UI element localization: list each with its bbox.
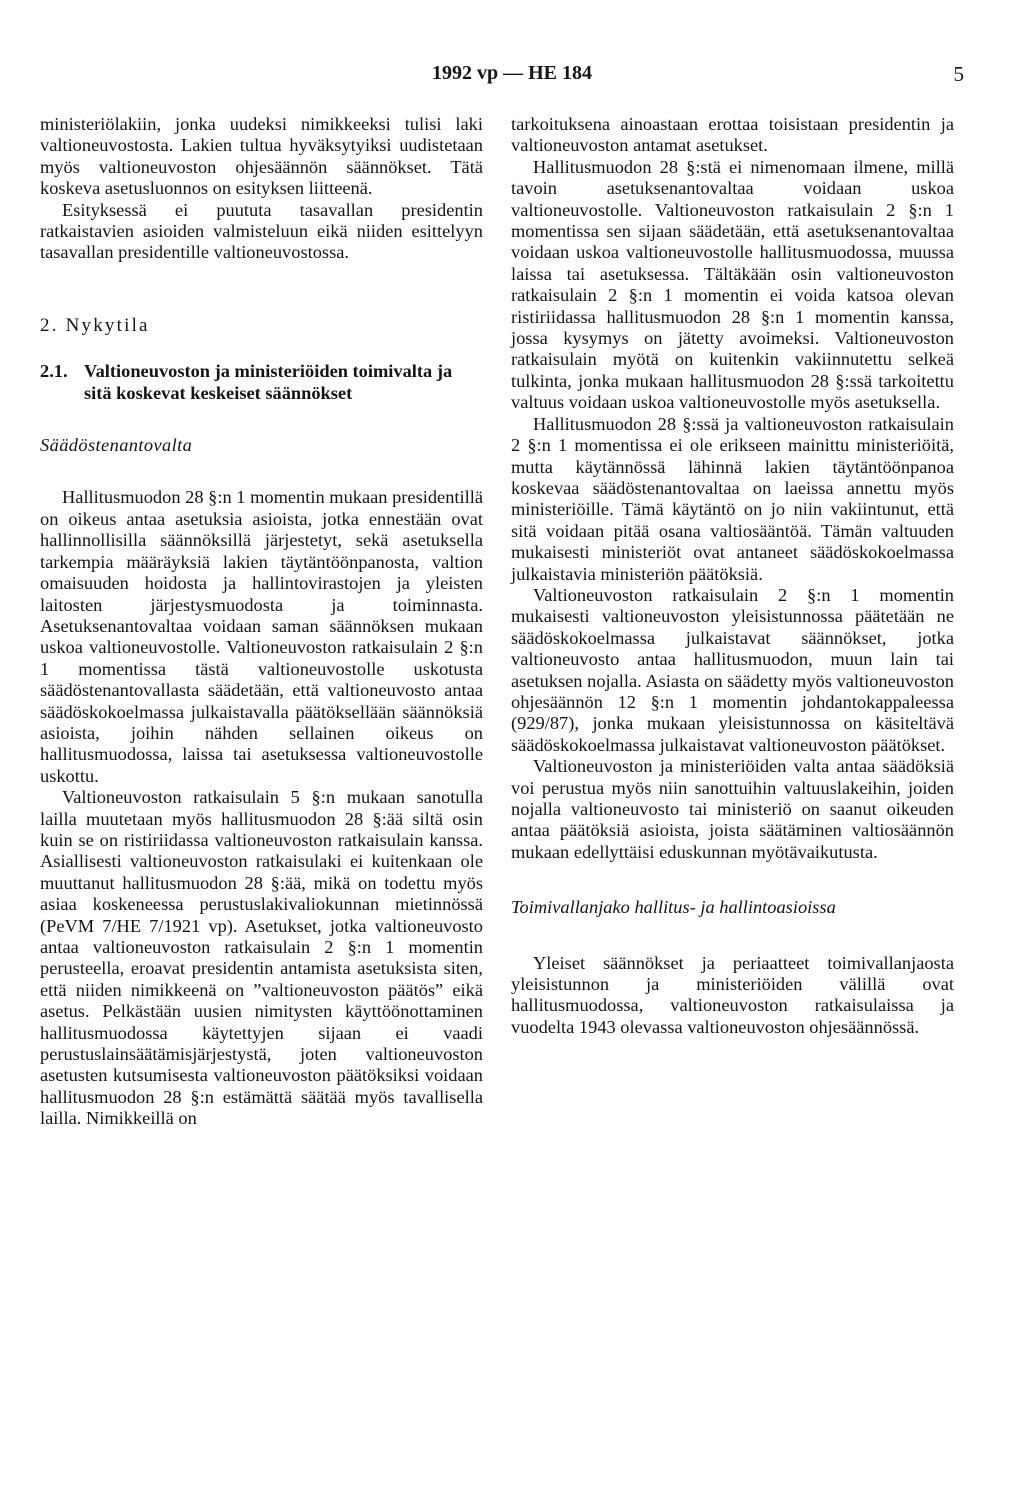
paragraph: Hallitusmuodon 28 §:n 1 momentin mukaan presidentillä on oikeus antaa asetuksia asioista, jotka ennestään ovat hallinnollisilla säännöksillä järjestetyt, sekä asetuksella tarkempia määräyksiä lakien täytäntöönpanosta, valtion omaisuuden hoidosta ja hallintovirastojen ja yleisten laitosten järjestysmuodosta ja toiminnasta. Asetuksenantovaltaa voidaan saman säännöksen mukaan uskoa valtioneuvostolle. Valtioneuvoston ratkaisulain 2 §:n 1 momentissa tästä valtioneuvostolle uskotusta säädöstenantovallasta säädetään, että valtioneuvosto antaa säädöskokoelmassa julkaistavalla päätöksellään säännöksiä asioista, joihin nähden sellainen oikeus on hallitusmuodossa, laissa tai asetuksessa valtioneuvostolle uskottu. xyxy=(40,487,483,786)
paragraph: tarkoituksena ainoastaan erottaa toisistaan presidentin ja valtioneuvoston antamat asetukset. xyxy=(511,114,954,156)
left-column xyxy=(40,114,483,1130)
paragraph: ministeriölakiin, jonka uudeksi nimikkeeksi tulisi laki valtioneuvostosta. Lakien tultua hyväksytyiksi uudistetaan myös valtioneuvoston ohjesäännön säännökset. Tätä koskeva asetusluonnos on esityksen liitteenä. xyxy=(40,114,483,199)
italic-heading: Säädöstenantovalta xyxy=(40,435,193,456)
paragraph: Valtioneuvoston ratkaisulain 2 §:n 1 momentin mukaisesti valtioneuvoston yleisistunnossa päätetään ne säädöskokoelmassa julkaistavat säännökset, jotka valtioneuvosto antaa hallitusmuodon, muun lain tai asetuksen nojalla. Asiasta on säädetty myös valtioneuvoston ohjesäännön 12 §:n 1 momentin johdantokappaleessa (929/87), jonka mukaan yleisistunnossa on käsiteltävä säädöskokoelmassa julkaistavat valtioneuvoston päätökset. xyxy=(511,584,954,755)
paragraph: Esityksessä ei puututa tasavallan presidentin ratkaistavien asioiden valmisteluun eikä niiden esittelyyn tasavallan presidentille valtioneuvostossa. xyxy=(40,199,483,263)
section-heading: 2. Nykytila xyxy=(40,314,150,336)
running-title: 1992 vp — HE 184 xyxy=(431,62,593,84)
right-column xyxy=(511,114,954,1038)
paragraph: Hallitusmuodon 28 §:stä ei nimenomaan ilmene, millä tavoin asetuksenantovaltaa voidaan uskoa valtioneuvostolle. Valtioneuvoston ratkaisulain 2 §:n 1 momentissa sen sijaan säädetään, että asetuksenantovaltaa voidaan uskoa valtioneuvostolle hallitusmuodossa, muussa laissa tai asetuksessa. Tältäkään osin valtioneuvoston ratkaisulain 2 §:n 1 momentin ei voida katsoa olevan ristiriidassa hallitusmuodon 28 §:n 1 momentin kanssa, jossa kysymys on jätetty avoimeksi. Valtioneuvoston ratkaisulain myötä on kuitenkin vakiinnutettu selkeä tulkinta, jonka mukaan hallitusmuodon 28 §:ssä tarkoitettu valtuus voidaan uskoa valtioneuvostolle myös asetuksella. xyxy=(511,156,954,413)
subsection-heading xyxy=(40,361,483,404)
paragraph: Valtioneuvoston ratkaisulain 5 §:n mukaan sanotulla lailla muutetaan myös hallitusmuodon 28 §:ää siltä osin kuin se on ristiriidassa valtioneuvoston ratkaisulain kanssa. Asiallisesti valtioneuvoston ratkaisulaki ei kuitenkaan ole muuttanut hallitusmuodon 28 §:ää, mikä on todettu myös asiaa koskeneessa perustuslakivaliokunnan mietinnössä (PeVM 7/HE 7/1921 vp). Asetukset, jotka valtioneuvosto antaa valtioneuvoston ratkaisulain 2 §:n 1 momentin perusteella, eroavat presidentin antamista asetuksista siten, että niiden nimikkeenä on ”valtioneuvoston päätös” eikä asetus. Pelkästään uusien nimitysten käyttöönottaminen hallitusmuodossa käytettyjen sijaan ei vaadi perustuslainsäätämisjärjestystä, joten valtioneuvoston asetusten kutsumisesta valtioneuvoston päätöksiksi voidaan hallitusmuodon 28 §:n estämättä säätää myös tavallisella lailla. Nimikkeillä on xyxy=(40,787,483,1129)
page-number: 5 xyxy=(953,62,964,86)
page-header xyxy=(0,62,1024,92)
paragraph: Valtioneuvoston ja ministeriöiden valta antaa säädöksiä voi perustua myös niin sanottuihin valtuuslakeihin, joiden nojalla valtioneuvosto tai ministeriö on saanut oikeuden antaa päätöksiä asioista, joista säätäminen valtiosäännön mukaan edellyttäisi eduskunnan myötävaikutusta. xyxy=(511,756,954,862)
italic-heading: Toimivallanjako hallitus- ja hallintoasioissa xyxy=(511,897,836,918)
paragraph: Hallitusmuodon 28 §:ssä ja valtioneuvoston ratkaisulain 2 §:n 1 momentissa ei ole erikseen mainittu ministeriöitä, mutta käytännössä lähinnä lakien täytäntöönpanoa koskevaa säädöstenantovaltaa on laeissa annettu myös ministeriöille. Tämä käytäntö on jo niin vakiintunut, että sitä voidaan pitää osana valtiosääntöä. Tämän valtuuden mukaisesti ministeriöt ovat antaneet säädöskokoelmassa julkaistavia ministeriön päätöksiä. xyxy=(511,413,954,584)
paragraph: Yleiset säännökset ja periaatteet toimivallanjaosta yleisistunnon ja ministeriöiden välillä ovat hallitusmuodossa, valtioneuvoston ratkaisulaissa ja vuodelta 1943 olevassa valtioneuvoston ohjesäännössä. xyxy=(511,952,954,1037)
subsection-title: Valtioneuvoston ja ministeriöiden toimivalta ja sitä koskevat keskeiset säännökset xyxy=(84,361,453,403)
subsection-number: 2.1. xyxy=(40,361,68,382)
